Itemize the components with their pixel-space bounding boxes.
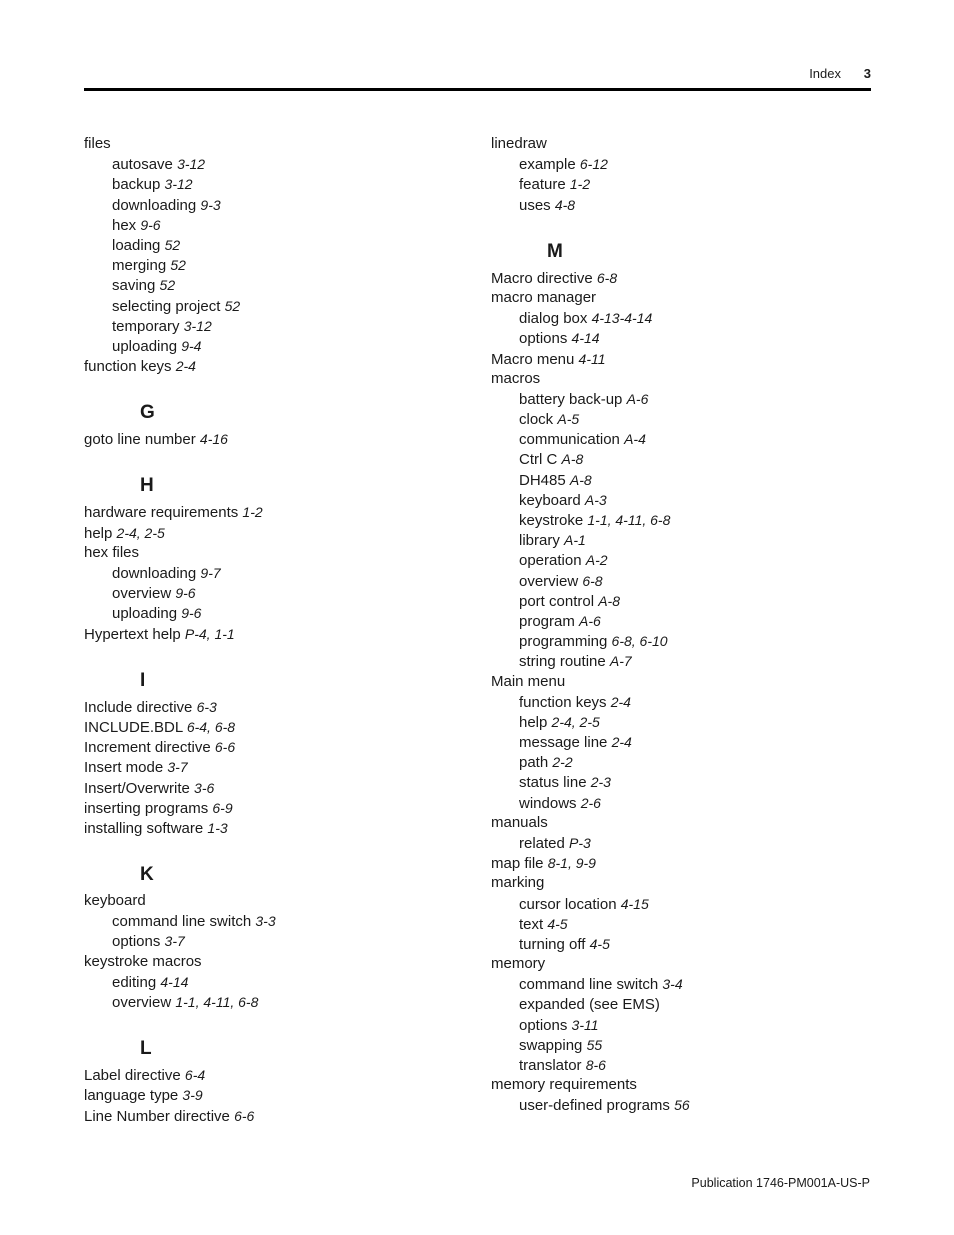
index-entry <box>491 268 871 288</box>
index-column-right <box>491 134 871 1116</box>
index-term: options <box>519 330 568 348</box>
index-letter-heading: K <box>140 864 154 886</box>
index-term: windows <box>519 794 577 812</box>
index-term: macros <box>491 369 541 387</box>
index-term: language type <box>84 1087 179 1105</box>
page-reference[interactable]: 9-6 <box>140 216 161 233</box>
index-term: dialog box <box>519 310 588 328</box>
index-subentry <box>491 308 871 328</box>
index-subentry <box>491 530 871 550</box>
publication-footer: Publication 1746-PM001A-US-P <box>691 1176 870 1190</box>
index-term: Ctrl C <box>519 451 558 469</box>
index-subentry <box>491 651 871 671</box>
index-term: selecting project <box>112 297 221 315</box>
page-reference[interactable]: 6-8, 6-10 <box>611 633 668 650</box>
index-term: Include directive <box>84 698 193 716</box>
index-term: map file <box>491 855 544 873</box>
page-reference[interactable]: 3-12 <box>183 317 212 334</box>
index-subentry <box>491 692 871 712</box>
page-reference[interactable]: 6-4, 6-8 <box>186 718 236 735</box>
index-entry <box>491 873 871 893</box>
index-term: backup <box>112 176 161 194</box>
index-entry <box>491 349 871 369</box>
index-entry <box>491 134 871 154</box>
page-reference[interactable]: 3-12 <box>177 156 206 173</box>
index-term: command line switch <box>112 913 252 931</box>
index-term: communication <box>519 431 620 449</box>
index-entry <box>491 813 871 833</box>
page-reference[interactable]: A-1 <box>564 532 586 549</box>
index-subentry <box>491 914 871 934</box>
index-subentry <box>84 931 464 951</box>
index-entry <box>84 624 464 644</box>
index-term: options <box>112 933 161 951</box>
index-entry <box>84 818 464 838</box>
index-term: keyboard <box>519 491 581 509</box>
index-term: text <box>519 915 544 933</box>
page-reference[interactable]: 2-4 <box>611 734 632 751</box>
index-entry <box>84 543 464 563</box>
index-term: status line <box>519 774 587 792</box>
index-term: command line switch <box>519 976 659 994</box>
index-term: port control <box>519 592 595 610</box>
index-term: files <box>84 135 111 152</box>
index-term: options <box>519 1016 568 1034</box>
page-reference[interactable]: A-5 <box>557 411 580 428</box>
index-entry <box>491 672 871 692</box>
index-column-left <box>84 134 464 1126</box>
index-subentry <box>491 409 871 429</box>
page-reference[interactable]: 52 <box>164 236 181 253</box>
page-reference[interactable]: 1-3 <box>207 819 228 836</box>
index-entry <box>84 1085 464 1105</box>
index-entry <box>84 798 464 818</box>
index-letter-heading: H <box>140 475 154 497</box>
index-subentry <box>491 389 871 409</box>
index-subentry <box>491 490 871 510</box>
page-reference[interactable]: 2-3 <box>590 774 611 791</box>
index-subentry <box>84 235 464 255</box>
index-term: library <box>519 532 560 550</box>
page-reference[interactable]: 1-1, 4-11, 6-8 <box>175 994 259 1010</box>
page-reference[interactable]: 9-3 <box>200 196 221 213</box>
index-term: programming <box>519 633 608 651</box>
index-term: clock <box>519 411 554 429</box>
page-reference[interactable]: A-2 <box>585 552 608 569</box>
index-subentry <box>84 336 464 356</box>
page-reference[interactable]: 1-1, 4-11, 6-8 <box>587 512 671 528</box>
index-entry <box>84 737 464 757</box>
index-subentry <box>84 316 464 336</box>
page-reference[interactable]: 3-7 <box>164 933 185 950</box>
index-subentry <box>84 195 464 215</box>
index-subentry <box>491 429 871 449</box>
index-term: inserting programs <box>84 799 209 817</box>
index-term: help <box>84 524 113 542</box>
index-subentry <box>84 972 464 992</box>
page-reference[interactable]: 9-6 <box>181 605 202 622</box>
index-subentry <box>491 470 871 490</box>
page-reference[interactable]: 6-4 <box>184 1067 206 1084</box>
index-entry <box>491 288 871 308</box>
index-subentry <box>491 752 871 772</box>
index-term: help <box>519 713 548 731</box>
page-reference[interactable]: 52 <box>170 257 186 274</box>
index-term: battery back-up <box>519 390 623 408</box>
page-reference[interactable]: A-6 <box>579 612 601 629</box>
page-reference[interactable]: A-8 <box>569 471 592 488</box>
page-reference[interactable]: 4-11 <box>578 350 606 367</box>
index-term: string routine <box>519 653 606 671</box>
index-term: downloading <box>112 196 197 214</box>
page-number: 3 <box>863 66 871 81</box>
index-subentry <box>84 296 464 316</box>
page-reference[interactable]: 3-4 <box>662 976 683 993</box>
index-entry <box>84 1106 464 1126</box>
page-reference[interactable]: 9-4 <box>181 337 202 354</box>
page-reference[interactable]: A-8 <box>561 451 584 468</box>
index-letter-heading: G <box>140 402 155 424</box>
page-reference[interactable]: 9-7 <box>200 565 221 581</box>
index-term: goto line number <box>84 431 196 449</box>
header-rule <box>84 88 871 91</box>
page-reference[interactable]: 3-9 <box>182 1087 203 1104</box>
index-term: Macro directive <box>491 269 593 287</box>
page-reference[interactable]: 8-1, 9-9 <box>547 855 596 872</box>
index-term: Main menu <box>491 672 566 690</box>
index-term: merging <box>112 257 167 275</box>
page-reference[interactable]: 9-6 <box>175 585 196 602</box>
index-entry <box>84 502 464 522</box>
index-term: program <box>519 612 575 630</box>
index-term: translator <box>519 1057 582 1075</box>
page-reference[interactable]: 55 <box>586 1036 603 1053</box>
index-subentry <box>491 793 871 813</box>
page-reference[interactable]: 1-2 <box>242 504 263 521</box>
index-term: keystroke macros <box>84 952 202 970</box>
index-entry <box>84 1065 464 1085</box>
index-entry <box>491 853 871 873</box>
index-term: linedraw <box>491 135 547 152</box>
page-reference[interactable]: 4-14 <box>160 973 189 990</box>
index-term: installing software <box>84 819 204 837</box>
index-entry <box>84 356 464 376</box>
index-subentry <box>84 215 464 235</box>
index-term: Line Number directive <box>84 1107 230 1125</box>
page-reference[interactable]: 6-6 <box>234 1107 255 1124</box>
index-term: Insert/Overwrite <box>84 779 190 797</box>
index-term: path <box>519 754 549 772</box>
page-reference[interactable]: 4-5 <box>547 915 568 932</box>
index-subentry <box>491 328 871 348</box>
page-reference[interactable]: 1-2 <box>569 176 591 193</box>
index-term: Hypertext help <box>84 625 181 643</box>
index-term: related <box>519 835 565 852</box>
index-term: uses <box>519 196 551 214</box>
index-letter-heading: L <box>140 1038 152 1060</box>
index-entry <box>491 369 871 389</box>
page-reference[interactable]: 2-4 <box>175 358 196 375</box>
page-reference[interactable]: P-4, 1-1 <box>184 625 235 642</box>
index-entry <box>491 1075 871 1095</box>
index-entry <box>84 757 464 777</box>
page-reference[interactable]: 2-6 <box>580 794 601 811</box>
index-term: user-defined programs <box>519 1097 670 1115</box>
page-reference[interactable]: 3-6 <box>194 779 215 796</box>
page-reference[interactable]: 6-6 <box>214 739 236 756</box>
index-subentry <box>491 449 871 469</box>
page-reference[interactable]: 6-3 <box>196 698 217 715</box>
index-subentry <box>491 510 871 530</box>
page-reference[interactable]: 6-12 <box>579 156 608 173</box>
index-entry <box>84 717 464 737</box>
page-reference[interactable]: A-6 <box>626 390 649 407</box>
page-reference[interactable]: 4-15 <box>620 895 649 912</box>
index-term: function keys <box>519 693 607 711</box>
index-letter-heading: I <box>140 669 146 691</box>
page-reference[interactable]: 2-2 <box>552 754 573 771</box>
page-reference[interactable]: P-3 <box>569 835 591 851</box>
index-term: keyboard <box>84 892 146 910</box>
index-subentry <box>491 571 871 591</box>
index-term: memory requirements <box>491 1076 637 1094</box>
index-term: loading <box>112 236 161 254</box>
index-subentry <box>491 934 871 954</box>
index-letter-heading: M <box>547 240 563 262</box>
index-term: hex files <box>84 543 140 561</box>
page-reference[interactable]: 3-7 <box>167 759 188 776</box>
page-reference[interactable]: 4-5 <box>589 935 610 952</box>
index-term: operation <box>519 552 582 570</box>
index-term: temporary <box>112 317 180 335</box>
index-term: hex <box>112 216 137 234</box>
index-subentry <box>491 550 871 570</box>
section-title: Index <box>809 66 841 81</box>
index-subentry <box>491 1035 871 1055</box>
page-reference[interactable]: 3-12 <box>164 176 193 193</box>
index-subentry <box>84 911 464 931</box>
page-reference[interactable]: A-8 <box>598 592 621 609</box>
index-term: macro manager <box>491 288 597 306</box>
index-subentry <box>491 611 871 631</box>
index-subentry <box>491 174 871 194</box>
index-subentry <box>84 255 464 275</box>
index-term: keystroke <box>519 512 584 529</box>
index-subentry <box>84 563 464 583</box>
index-term: editing <box>112 973 157 991</box>
index-term: overview <box>112 994 172 1011</box>
index-subentry <box>491 591 871 611</box>
index-term: saving <box>112 277 156 295</box>
page-reference[interactable]: 52 <box>159 277 176 294</box>
index-subentry <box>491 1095 871 1115</box>
index-subentry <box>84 992 464 1012</box>
index-term: function keys <box>84 358 172 376</box>
index-term: manuals <box>491 813 548 831</box>
index-subentry <box>491 772 871 792</box>
page-reference[interactable]: 52 <box>224 297 241 314</box>
page-reference[interactable]: A-7 <box>609 653 632 670</box>
index-term: turning off <box>519 935 586 953</box>
index-term: Label directive <box>84 1067 181 1085</box>
index-term: example <box>519 156 576 174</box>
index-subentry <box>84 583 464 603</box>
index-subentry <box>491 995 871 1015</box>
index-term: swapping <box>519 1036 583 1054</box>
index-term: expanded (see EMS) <box>519 995 660 1013</box>
index-term: message line <box>519 734 608 752</box>
index-subentry <box>491 195 871 215</box>
index-subentry <box>491 732 871 752</box>
index-entry <box>84 134 464 154</box>
index-term: uploading <box>112 337 178 355</box>
index-subentry <box>84 154 464 174</box>
index-subentry <box>84 174 464 194</box>
index-entry <box>84 891 464 911</box>
page-reference[interactable]: 6-8 <box>582 572 603 589</box>
page-reference[interactable]: 2-4, 2-5 <box>116 524 165 541</box>
index-term: Insert mode <box>84 759 164 777</box>
page-reference[interactable]: 4-13-4-14 <box>591 310 653 327</box>
index-entry <box>84 778 464 798</box>
index-term: downloading <box>112 565 197 582</box>
index-entry <box>84 523 464 543</box>
index-term: marking <box>491 874 545 892</box>
index-term: uploading <box>112 605 178 623</box>
page-reference[interactable]: 8-6 <box>585 1057 606 1074</box>
index-term: Increment directive <box>84 739 211 757</box>
page-reference[interactable]: 4-8 <box>554 196 576 213</box>
index-subentry <box>491 833 871 853</box>
index-term: hardware requirements <box>84 504 239 522</box>
index-subentry <box>491 894 871 914</box>
index-term: overview <box>112 585 172 603</box>
index-term: Macro menu <box>491 350 575 368</box>
index-entry <box>491 954 871 974</box>
index-term: autosave <box>112 156 173 174</box>
page-reference[interactable]: 6-8 <box>596 269 618 286</box>
page-reference[interactable]: 6-9 <box>212 799 233 816</box>
index-subentry <box>491 1015 871 1035</box>
index-subentry <box>491 712 871 732</box>
index-entry <box>84 697 464 717</box>
index-subentry <box>491 631 871 651</box>
index-term: feature <box>519 176 566 194</box>
page-reference[interactable]: 2-4, 2-5 <box>551 713 600 730</box>
page-reference[interactable]: 4-16 <box>199 431 228 448</box>
index-term: memory <box>491 955 546 973</box>
page-reference[interactable]: 3-3 <box>255 913 276 930</box>
page-header <box>84 62 871 90</box>
page-reference[interactable]: 56 <box>674 1097 690 1114</box>
index-subentry <box>84 275 464 295</box>
page-reference[interactable]: 4-14 <box>571 330 600 347</box>
index-term: INCLUDE.BDL <box>84 718 183 736</box>
page-reference[interactable]: A-3 <box>584 491 607 508</box>
page-reference[interactable]: A-4 <box>624 431 646 448</box>
index-term: cursor location <box>519 895 617 913</box>
index-subentry <box>491 154 871 174</box>
index-subentry <box>84 603 464 623</box>
index-entry <box>84 429 464 449</box>
index-subentry <box>491 974 871 994</box>
index-subentry <box>491 1055 871 1075</box>
index-term: overview <box>519 572 579 590</box>
page-reference[interactable]: 2-4 <box>610 693 631 710</box>
index-term: DH485 <box>519 471 566 489</box>
page-reference[interactable]: 3-11 <box>571 1016 599 1033</box>
index-entry <box>84 952 464 972</box>
